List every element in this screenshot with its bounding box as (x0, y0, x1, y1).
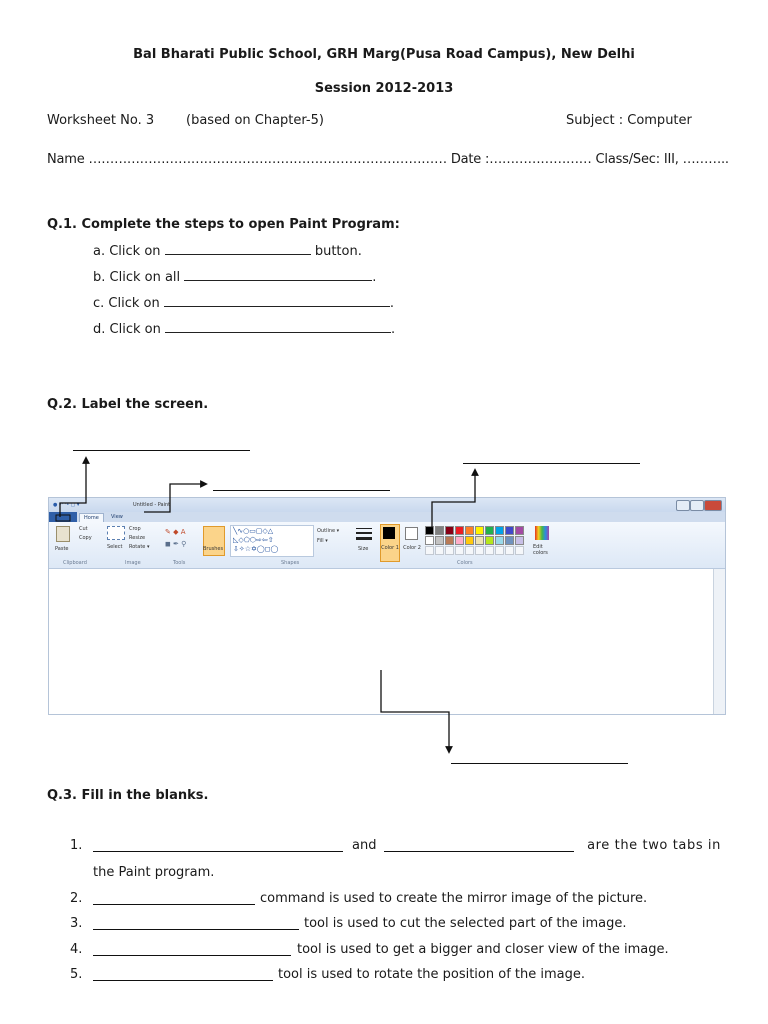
crop-label: Crop (129, 526, 141, 532)
name-date-class-line: Name ………………………………………………………………………… Date :…………………… Class/Sec: III, ……….. (47, 152, 729, 167)
q3-item-1-rest: are the two tabs in (587, 838, 721, 853)
q3-item-4-number: 4. (70, 942, 83, 957)
size-label: Size (358, 546, 369, 552)
arrow-drawing-area (381, 670, 449, 750)
quick-access-marker (56, 515, 70, 521)
fill-label: Fill ▾ (317, 538, 328, 544)
paste-label: Paste (55, 546, 69, 552)
q2-title: Q.2. Label the screen. (47, 397, 209, 412)
worksheet-number: Worksheet No. 3 (47, 113, 155, 128)
step-b-suffix: . (372, 270, 377, 285)
shapes-group-label: Shapes (281, 560, 300, 566)
brushes-label: Brushes (203, 546, 224, 552)
q3-item-4-text: tool is used to get a bigger and closer view of the image. (297, 942, 669, 957)
tab-home: Home (79, 513, 104, 522)
q3-item-4-blank (93, 955, 291, 956)
school-name: Bal Bharati Public School, GRH Marg(Pusa Road Campus), New Delhi (133, 47, 635, 62)
cut-label: Cut (79, 526, 88, 532)
q3-item-2-number: 2. (70, 891, 83, 906)
shapes-row-3-icon: ⇩✧☆✡◯◻◯ (233, 545, 279, 553)
shapes-row-1-icon: ╲∿○▭▢◇△ (233, 527, 274, 535)
q3-item-1-and: and (352, 838, 377, 853)
q3-item-2-blank (93, 904, 255, 905)
outline-label: Outline ▾ (317, 528, 340, 534)
q3-item-1-blank-2 (384, 851, 574, 852)
step-a-prefix: a. Click on (93, 244, 161, 259)
eraser-picker-magnifier-icon: ◼ ✒ ⚲ (165, 540, 187, 548)
step-a-suffix: button. (314, 244, 362, 259)
q3-item-1-continuation: the Paint program. (93, 865, 215, 880)
q3-item-3-blank (93, 929, 299, 930)
q3-item-5-number: 5. (70, 967, 83, 982)
arrow-title-bar (144, 484, 204, 512)
resize-label: Resize (129, 535, 146, 541)
color1-label: Color 1 (381, 545, 399, 551)
q3-item-2-text: command is used to create the mirror image of the picture. (260, 891, 648, 906)
tools-group-label: Tools (173, 560, 186, 566)
step-c-prefix: c. Click on (93, 296, 160, 311)
tab-view: View (111, 514, 123, 520)
based-on-chapter: (based on Chapter-5) (186, 113, 324, 128)
session-title: Session 2012-2013 (314, 81, 454, 96)
shapes-row-2-icon: ◺◇⬠⬡⇨⇦⇧ (233, 536, 274, 544)
q3-item-5-text: tool is used to rotate the position of the image. (278, 967, 585, 982)
step-d-suffix: . (390, 322, 396, 337)
step-b-prefix: b. Click on all (93, 270, 181, 285)
q3-item-3-number: 3. (70, 916, 83, 931)
subject-label: Subject : Computer (566, 113, 692, 128)
quick-access-icons: ● ↶ ↷ ▢ ▾ (53, 502, 80, 508)
q3-title: Q.3. Fill in the blanks. (47, 788, 209, 803)
step-d-prefix: d. Click on (93, 322, 161, 337)
pencil-fill-text-tools-icon: ✎ ◆ A (165, 528, 186, 536)
color2-label: Color 2 (403, 545, 421, 551)
image-group-label: Image (125, 560, 141, 566)
arrow-quick-access (60, 460, 86, 517)
copy-label: Copy (79, 535, 92, 541)
q3-item-1-blank-1 (93, 851, 343, 852)
q1-title: Q.1. Complete the steps to open Paint Program: (47, 217, 400, 232)
step-c-suffix: . (389, 296, 394, 311)
select-label: Select (107, 544, 123, 550)
clipboard-group-label: Clipboard (63, 560, 87, 566)
q3-item-5-blank (93, 980, 273, 981)
rotate-label: Rotate ▾ (129, 544, 150, 550)
paint-window-title: Untitled - Paint (133, 502, 171, 508)
arrow-color-palette (432, 472, 475, 528)
q3-item-3-text: tool is used to cut the selected part of the image. (304, 916, 627, 931)
q3-item-1-number: 1. (70, 838, 83, 853)
edit-colors-label: Edit colors (533, 544, 548, 556)
colors-group-label: Colors (457, 560, 473, 566)
